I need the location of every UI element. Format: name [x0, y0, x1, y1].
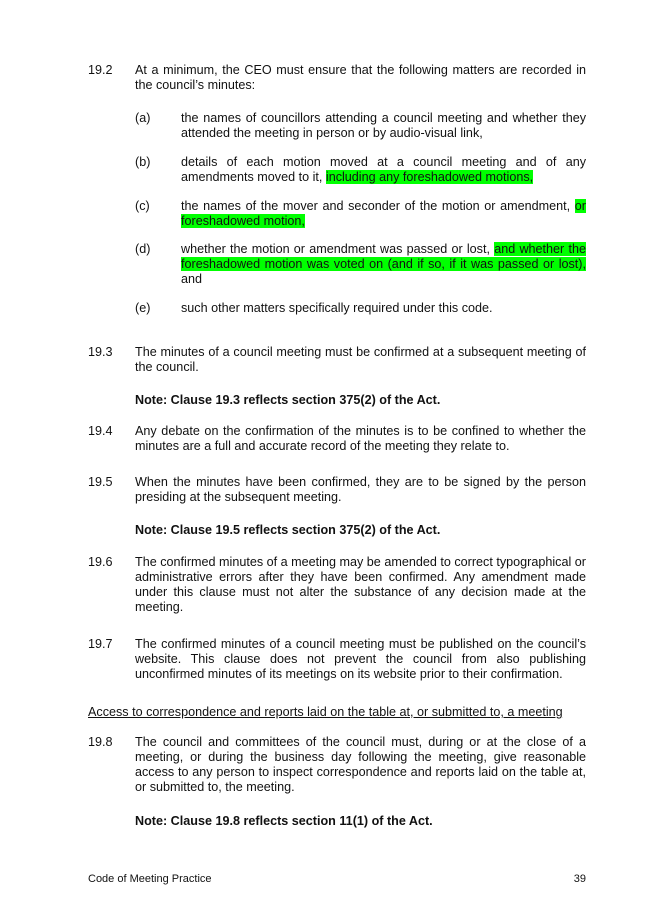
clause-text: At a minimum, the CEO must ensure that the following matters are recorded in the council’s minutes: — [135, 63, 586, 92]
clause-text: The council and committees of the council must, during or at the close of a meeting, or during the business day following the meeting, give reasonable access to any person to inspect correspondence and reports laid on the table at, or submitted to, the meeting. — [135, 735, 586, 794]
note-19-3: Note: Clause 19.3 reflects section 375(2) of the Act. — [135, 393, 441, 407]
clause-19-2-item-b — [135, 155, 586, 185]
item-plain-text: details of each motion moved at a council meeting and of any amendments moved to it, — [181, 155, 586, 184]
clause-19-2-item-d — [135, 242, 586, 287]
clause-19-7 — [88, 637, 586, 682]
item-text — [181, 155, 586, 185]
clause-19-4 — [88, 424, 586, 454]
clause-text: Any debate on the confirmation of the minutes is to be confined to whether the minutes are a full and accurate record of the meeting they relate to. — [135, 424, 586, 453]
clause-text: The minutes of a council meeting must be confirmed at a subsequent meeting of the council. — [135, 345, 586, 374]
item-letter: (a) — [135, 111, 151, 125]
item-letter: (e) — [135, 301, 151, 315]
item-plain-text: whether the motion or amendment was passed or lost, — [181, 242, 490, 256]
item-plain-text: the names of the mover and seconder of the motion or amendment, — [181, 199, 571, 213]
clause-19-2 — [88, 63, 586, 93]
clause-number: 19.2 — [88, 63, 113, 77]
item-text — [181, 199, 586, 229]
item-letter: (b) — [135, 155, 151, 169]
clause-19-5 — [88, 475, 586, 505]
highlighted-text: and whether the foreshadowed motion was voted on (and if so, if it was passed or lost), — [181, 242, 586, 271]
footer-page-number: 39 — [573, 873, 586, 885]
clause-number: 19.6 — [88, 555, 113, 569]
section-heading: Access to correspondence and reports laid on the table at, or submitted to, a meeting — [88, 705, 563, 719]
clause-number: 19.4 — [88, 424, 113, 438]
clause-19-3 — [88, 345, 586, 375]
note-19-8: Note: Clause 19.8 reflects section 11(1) of the Act. — [135, 814, 433, 828]
clause-number: 19.7 — [88, 637, 113, 651]
item-text: such other matters specifically required under this code. — [181, 301, 493, 315]
highlighted-text: including any foreshadowed motions, — [325, 170, 534, 184]
clause-text: When the minutes have been confirmed, they are to be signed by the person presiding at the subsequent meeting. — [135, 475, 586, 504]
clause-number: 19.3 — [88, 345, 113, 359]
note-19-5: Note: Clause 19.5 reflects section 375(2) of the Act. — [135, 523, 441, 537]
item-trailing-text: and — [181, 272, 203, 286]
clause-number: 19.5 — [88, 475, 113, 489]
highlighted-text: or foreshadowed motion, — [181, 199, 586, 228]
item-text — [181, 242, 586, 287]
item-letter: (c) — [135, 199, 150, 213]
item-text: the names of councillors attending a council meeting and whether they attended the meeting in person or by audio-visual link, — [181, 111, 586, 140]
clause-19-2-item-e — [135, 301, 586, 316]
clause-19-8 — [88, 735, 586, 795]
clause-19-2-item-c — [135, 199, 586, 229]
item-letter: (d) — [135, 242, 151, 256]
clause-19-2-item-a — [135, 111, 586, 141]
clause-text: The confirmed minutes of a meeting may be amended to correct typographical or administrative errors after they have been confirmed. Any amendment made under this clause must not alter the substance of any decision made at the meeting. — [135, 555, 586, 614]
clause-text: The confirmed minutes of a council meeting must be published on the council’s website. This clause does not prevent the council from also publishing unconfirmed minutes of its meetings on its website prior to their confirmation. — [135, 637, 586, 681]
footer-document-title: Code of Meeting Practice — [88, 873, 212, 885]
clause-19-6 — [88, 555, 586, 615]
clause-number: 19.8 — [88, 735, 113, 749]
